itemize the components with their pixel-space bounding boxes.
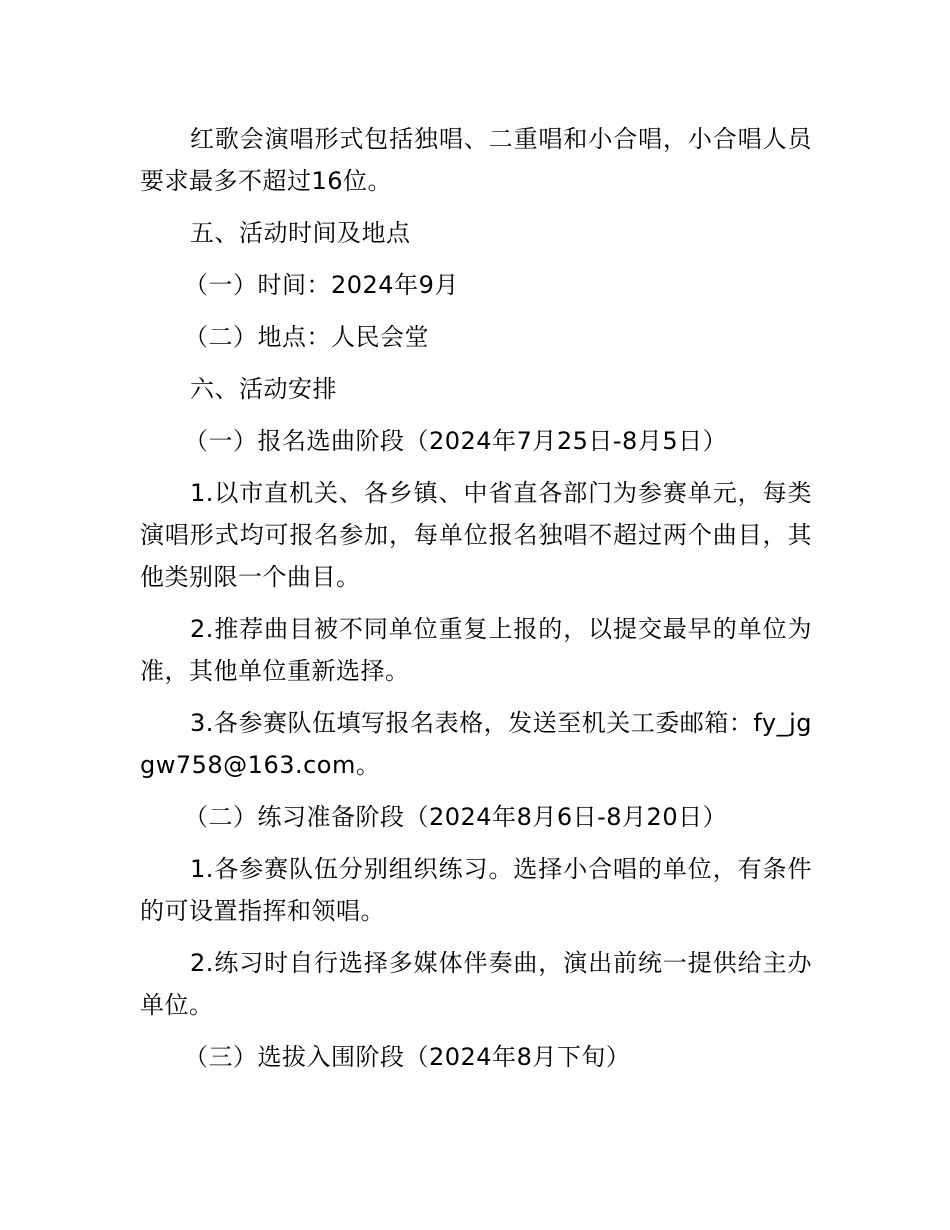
subheading-registration-stage: （一）报名选曲阶段（2024年7月25日-8月5日） bbox=[184, 427, 728, 455]
document-page bbox=[140, 118, 812, 1088]
paragraph-registration-item-1: 1.以市直机关、各乡镇、中省直各部门为参赛单元，每类演唱形式均可报名参加，每单位报名独唱不超过两个曲目，其他类别限一个曲目。 bbox=[140, 479, 812, 591]
subheading-practice-stage: （二）练习准备阶段（2024年8月6日-8月20日） bbox=[184, 803, 728, 831]
subheading-selection-stage: （三）选拔入围阶段（2024年8月下旬） bbox=[184, 1043, 631, 1071]
subheading-time: （一）时间：2024年9月 bbox=[184, 271, 459, 299]
heading-time-and-place: 五、活动时间及地点 bbox=[190, 219, 411, 247]
paragraph-practice-item-1: 1.各参赛队伍分别组织练习。选择小合唱的单位，有条件的可设置指挥和领唱。 bbox=[140, 855, 812, 925]
subheading-place: （二）地点：人民会堂 bbox=[184, 323, 429, 351]
paragraph-performance-forms: 红歌会演唱形式包括独唱、二重唱和小合唱，小合唱人员要求最多不超过16位。 bbox=[140, 125, 812, 195]
paragraph-practice-item-2: 2.练习时自行选择多媒体伴奏曲，演出前统一提供给主办单位。 bbox=[140, 949, 812, 1019]
paragraph-registration-item-2: 2.推荐曲目被不同单位重复上报的，以提交最早的单位为准，其他单位重新选择。 bbox=[140, 615, 812, 685]
heading-activity-arrangement: 六、活动安排 bbox=[190, 375, 337, 403]
paragraph-registration-item-3: 3.各参赛队伍填写报名表格，发送至机关工委邮箱：fy_jggw758@163.com。 bbox=[140, 709, 812, 779]
